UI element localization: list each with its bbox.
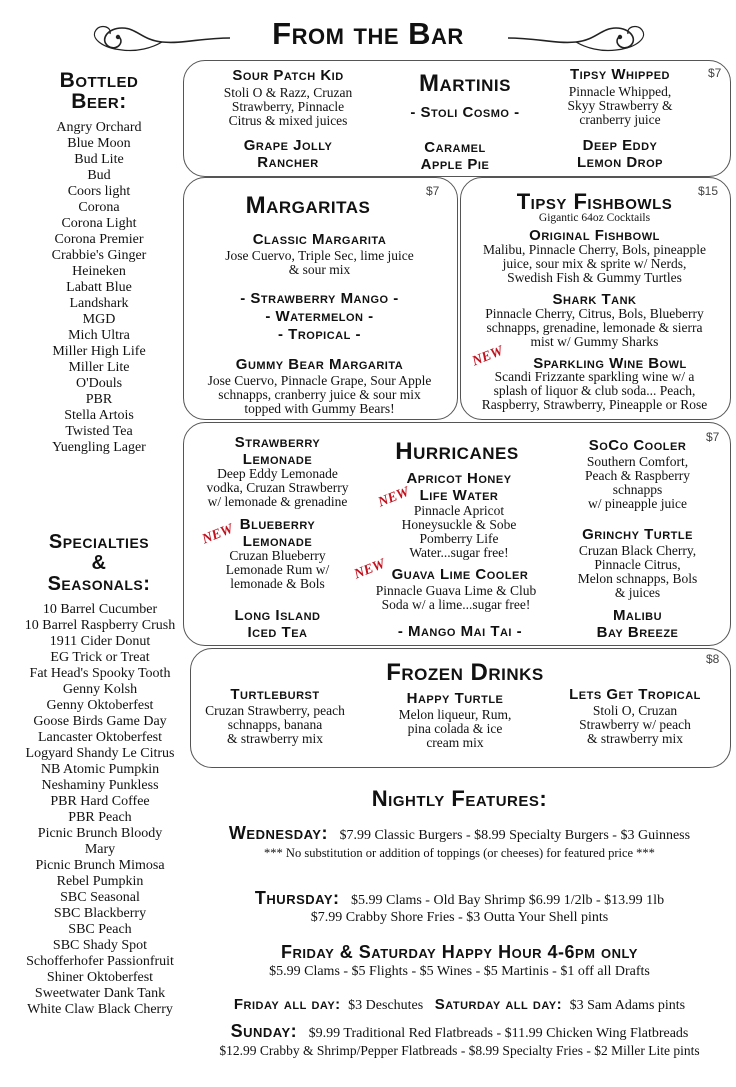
apricot-honey-name: [370, 470, 548, 504]
specialty-item: PBR Hard Coffee: [50, 794, 150, 809]
grinchy-turtle-name: Grinchy Turtle: [582, 526, 693, 543]
name-line: Long Island: [234, 607, 321, 624]
specialty-item: 10 Barrel Cucumber: [42, 602, 158, 617]
desc-line: & juices: [614, 585, 661, 600]
desc-line: Honeysuckle & Sobe: [401, 517, 517, 532]
name-line: Lemonade: [242, 451, 313, 468]
shark-tank-desc: [460, 307, 729, 349]
desc-line: Raspberry, Strawberry, Pineapple or Rose: [481, 397, 708, 412]
bottled-beer-heading-line2: Beer:: [71, 90, 127, 113]
margaritas-heading: Margaritas: [245, 192, 371, 219]
beer-item: MGD: [82, 312, 116, 327]
beer-item: PBR: [85, 392, 113, 407]
beer-item: Coors light: [67, 184, 131, 199]
specialty-item: Rebel Pumpkin: [56, 874, 144, 889]
guava-lime-cooler-name: Guava Lime Cooler: [391, 566, 529, 583]
beer-item: Mich Ultra: [68, 328, 130, 343]
classic-margarita-name: Classic Margarita: [252, 231, 387, 248]
stoli-cosmo: - Stoli Cosmo -: [410, 104, 520, 121]
desc-line: Water...sugar free!: [409, 545, 509, 560]
specialty-item: Schofferhofer Passionfruit: [26, 954, 174, 969]
desc-line: schnapps, banana: [227, 717, 323, 732]
name-line: Malibu: [612, 607, 663, 624]
fishbowls-subtitle: Gigantic 64oz Cocktails: [538, 212, 651, 224]
desc-line: vodka, Cruzan Strawberry: [206, 480, 349, 495]
caramel-apple-pie: [380, 139, 530, 173]
desc-line: Peach & Raspberry: [585, 468, 690, 483]
desc-line: & strawberry mix: [227, 731, 323, 746]
desc-line: topped with Gummy Bears!: [244, 401, 395, 416]
desc-line: Scandi Frizzante sparkling wine w/ a: [494, 369, 695, 384]
name-line: Caramel: [424, 139, 486, 156]
original-fishbowl-desc: [460, 243, 729, 285]
name-line: Iced Tea: [247, 624, 308, 641]
specialty-item: Logyard Shandy Le Citrus: [25, 746, 175, 761]
specialty-item: NB Atomic Pumpkin: [40, 762, 160, 777]
desc-line: Cruzan Blueberry: [229, 548, 326, 563]
specialty-item: Lancaster Oktoberfest: [38, 730, 162, 745]
desc-line: Pinnacle Apricot: [413, 503, 505, 518]
sunday-text-2: $12.99 Crabby & Shrimp/Pepper Flatbreads - $8.99 Specialty Fries - $2 Miller Lite pints: [219, 1043, 700, 1058]
soco-cooler-desc: [560, 455, 715, 511]
thursday-text-2: $7.99 Crabby Shore Fries - $3 Outta Your Shell pints: [310, 910, 609, 925]
desc-line: Pinnacle Whipped,: [568, 84, 672, 99]
friday-saturday-feature: [190, 996, 729, 1014]
specialty-item: PBR Peach: [68, 810, 132, 825]
name-line: Rancher: [257, 154, 319, 171]
thursday-text: $5.99 Clams - Old Bay Shrimp $6.99 1/2lb - $13.99 1lb: [351, 893, 665, 908]
desc-line: Pomberry Life: [419, 531, 499, 546]
beer-item: Angry Orchard: [56, 120, 142, 135]
beer-item: O'Douls: [75, 376, 123, 391]
desc-line: schnapps: [612, 482, 663, 497]
specialty-item: SBC Peach: [68, 922, 132, 937]
desc-line: w/ lemonade & grenadine: [207, 494, 348, 509]
desc-line: & strawberry mix: [587, 731, 683, 746]
soco-cooler-name: SoCo Cooler: [588, 437, 687, 454]
specialty-item: Picnic Brunch Mimosa: [35, 858, 165, 873]
happy-turtle-desc: [375, 708, 535, 750]
gummy-bear-margarita-name: Gummy Bear Margarita: [235, 356, 404, 373]
flavor-watermelon: - Watermelon -: [265, 308, 374, 325]
new-badge-apricot: NEW: [376, 484, 412, 511]
martinis-heading: Martinis: [419, 70, 511, 97]
desc-line: w/ pineapple juice: [588, 496, 687, 511]
strawberry-lemonade-name: [190, 434, 365, 468]
thursday-feature: [190, 888, 729, 909]
blueberry-lemonade-desc: [190, 549, 365, 591]
desc-line: Pinnacle Citrus,: [594, 557, 681, 572]
specialty-item: Shiner Oktoberfest: [46, 970, 154, 985]
specialty-item: Mary: [84, 842, 116, 857]
wednesday-label: Wednesday:: [228, 823, 328, 843]
name-line: Deep Eddy: [582, 137, 658, 154]
beer-item: Stella Artois: [64, 408, 134, 423]
desc-line: schnapps, grenadine, lemonade & sierra: [486, 320, 703, 335]
grape-jolly-rancher: [193, 137, 383, 171]
beer-item: Crabbie's Ginger: [51, 248, 147, 263]
gummy-bear-margarita-desc: [183, 374, 456, 416]
flavor-strawberry-mango: - Strawberry Mango -: [240, 290, 399, 307]
bottled-beer-heading-line1: Bottled: [59, 69, 139, 92]
wednesday-feature: [190, 823, 729, 844]
desc-line: Malibu, Pinnacle Cherry, Bols, pineapple: [483, 242, 706, 257]
name-line: Bay Breeze: [596, 624, 679, 641]
beer-item: Heineken: [72, 264, 126, 279]
specialty-item: SBC Shady Spot: [52, 938, 148, 953]
desc-line: pina colada & ice: [407, 721, 503, 736]
desc-line: Cruzan Black Cherry,: [578, 543, 697, 558]
classic-margarita-desc: [183, 249, 456, 277]
specialty-item: White Claw Black Cherry: [27, 1002, 173, 1017]
saturday-text: $3 Sam Adams pints: [569, 998, 686, 1013]
margarita-flavors: [183, 290, 456, 344]
tipsy-whipped-name: Tipsy Whipped: [569, 66, 670, 83]
name-line: Life Water: [419, 487, 499, 504]
friday-text: $3 Deschutes: [348, 998, 424, 1013]
beer-item: Miller High Life: [52, 344, 146, 359]
desc-line: Citrus & mixed juices: [228, 113, 348, 128]
saturday-label: Saturday all day:: [434, 996, 563, 1013]
desc-line: schnapps, cranberry juice & sour mix: [218, 387, 421, 402]
beer-item: Corona: [78, 200, 120, 215]
guava-lime-cooler-desc: [356, 584, 556, 612]
beer-item: Corona Premier: [54, 232, 144, 247]
new-badge-sparkling: NEW: [470, 343, 506, 370]
thursday-label: Thursday:: [254, 888, 340, 908]
turtleburst-name: Turtleburst: [230, 686, 320, 703]
desc-line: Jose Cuervo, Triple Sec, lime juice: [225, 248, 414, 263]
desc-line: Swedish Fish & Gummy Turtles: [507, 270, 682, 285]
desc-line: Lemonade Rum w/: [225, 562, 330, 577]
specialty-item: Fat Head's Spooky Tooth: [29, 666, 171, 681]
specialty-item: Picnic Brunch Bloody: [37, 826, 163, 841]
beer-item: Bud Lite: [74, 152, 124, 167]
frozen-price: $8: [706, 652, 720, 666]
specialty-item: Neshaminy Punkless: [41, 778, 159, 793]
sunday-text: $9.99 Traditional Red Flatbreads - $11.99 Chicken Wing Flatbreads: [308, 1026, 689, 1041]
desc-line: Strawberry, Pinnacle: [231, 99, 345, 114]
desc-line: lemonade & Bols: [230, 576, 325, 591]
sparkling-wine-bowl-desc: [460, 370, 729, 412]
desc-line: juice, sour mix & sprite w/ Nerds,: [502, 256, 687, 271]
desc-line: splash of liquor & club soda... Peach,: [493, 383, 696, 398]
desc-line: Stoli O, Cruzan: [592, 703, 678, 718]
specialty-item: 10 Barrel Raspberry Crush: [24, 618, 176, 633]
beer-item: Landshark: [69, 296, 129, 311]
desc-line: Pinnacle Guava Lime & Club: [375, 583, 537, 598]
beer-item: Yuengling Lager: [52, 440, 146, 455]
beer-item: Bud: [87, 168, 111, 183]
sunday-label: Sunday:: [230, 1021, 298, 1041]
specialty-item: SBC Seasonal: [60, 890, 140, 905]
specialty-item: EG Trick or Treat: [50, 650, 150, 665]
name-line: Strawberry: [234, 434, 321, 451]
martinis-price: $7: [708, 66, 722, 80]
fishbowls-price: $15: [698, 184, 719, 198]
desc-line: Deep Eddy Lemonade: [217, 466, 338, 481]
strawberry-lemonade-desc: [190, 467, 365, 509]
sour-patch-kid-desc: [193, 86, 383, 128]
new-badge-guava: NEW: [352, 556, 388, 583]
desc-line: cream mix: [426, 735, 484, 750]
beer-item: Labatt Blue: [66, 280, 132, 295]
flavor-tropical: - Tropical -: [278, 326, 361, 343]
happy-hour-text: $5.99 Clams - $5 Flights - $5 Wines - $5 Martinis - $1 off all Drafts: [269, 964, 650, 979]
sparkling-wine-bowl-name: Sparkling Wine Bowl: [533, 355, 687, 372]
grinchy-turtle-desc: [560, 544, 715, 600]
desc-line: Strawberry w/ peach: [579, 717, 691, 732]
hurricanes-price: $7: [706, 430, 720, 444]
desc-line: Jose Cuervo, Pinnacle Grape, Sour Apple: [207, 373, 432, 388]
name-line: Apricot Honey: [406, 470, 512, 487]
bottled-beer-heading: [20, 70, 178, 112]
name-line: Grape Jolly: [243, 137, 333, 154]
specialty-item: Genny Kolsh: [62, 682, 138, 697]
lets-get-tropical-name: Lets Get Tropical: [569, 686, 701, 703]
name-line: Lemon Drop: [577, 154, 663, 171]
specialty-item: Goose Birds Game Day: [33, 714, 167, 729]
beer-item: Miller Lite: [68, 360, 130, 375]
new-badge-blueberry: NEW: [200, 521, 236, 548]
desc-line: mist w/ Gummy Sharks: [530, 334, 659, 349]
turtleburst-desc: [190, 704, 360, 746]
original-fishbowl-name: Original Fishbowl: [529, 227, 660, 244]
specialties-list: [10, 602, 190, 1018]
deep-eddy-lemon-drop: [545, 137, 695, 171]
specialties-heading: [14, 532, 184, 595]
desc-line: Soda w/ a lime...sugar free!: [381, 597, 531, 612]
apricot-honey-desc: [370, 504, 548, 560]
specialty-item: SBC Blackberry: [53, 906, 147, 921]
desc-line: & sour mix: [288, 262, 351, 277]
happy-hour-heading: Friday & Saturday Happy Hour 4-6pm only: [281, 942, 638, 962]
shark-tank-name: Shark Tank: [552, 291, 637, 308]
name-line: Apple Pie: [420, 156, 490, 173]
specialties-heading-line1: Specialties: [48, 531, 150, 553]
friday-label: Friday all day:: [233, 996, 341, 1013]
sour-patch-kid-name: Sour Patch Kid: [232, 67, 344, 84]
frozen-drinks-heading: Frozen Drinks: [386, 659, 544, 686]
desc-line: Cruzan Strawberry, peach: [205, 703, 345, 718]
margaritas-price: $7: [426, 184, 440, 198]
beer-item: Twisted Tea: [65, 424, 133, 439]
specialty-item: Sweetwater Dank Tank: [34, 986, 166, 1001]
bottled-beer-list: [20, 120, 178, 456]
hurricanes-heading: Hurricanes: [395, 438, 519, 465]
lets-get-tropical-desc: [545, 704, 725, 746]
desc-line: cranberry juice: [579, 112, 661, 127]
beer-item: Corona Light: [61, 216, 137, 231]
malibu-bay-breeze: [560, 607, 715, 641]
tipsy-whipped-desc: [545, 85, 695, 127]
desc-line: Melon schnapps, Bols: [577, 571, 698, 586]
specialty-item: 1911 Cider Donut: [49, 634, 151, 649]
happy-turtle-name: Happy Turtle: [406, 690, 504, 707]
long-island-iced-tea: [190, 607, 365, 641]
beer-item: Blue Moon: [67, 136, 131, 151]
name-line: Lemonade: [242, 533, 313, 550]
specialty-item: Genny Oktoberfest: [46, 698, 154, 713]
nightly-features-heading: Nightly Features:: [371, 786, 548, 811]
desc-line: Southern Comfort,: [586, 454, 689, 469]
desc-line: Melon liqueur, Rum,: [398, 707, 512, 722]
desc-line: Pinnacle Cherry, Citrus, Bols, Blueberry: [485, 306, 704, 321]
desc-line: Skyy Strawberry &: [567, 98, 673, 113]
mango-mai-tai: - Mango Mai Tai -: [397, 623, 523, 640]
specialties-heading-line2: &: [91, 552, 107, 574]
sunday-feature: [190, 1021, 729, 1042]
specialties-heading-line3: Seasonals:: [47, 573, 151, 595]
name-line: Blueberry: [239, 516, 316, 533]
desc-line: Stoli O & Razz, Cruzan: [223, 85, 353, 100]
wednesday-text: $7.99 Classic Burgers - $8.99 Specialty Burgers - $3 Guinness: [339, 828, 691, 843]
fishbowls-heading: Tipsy Fishbowls: [516, 189, 673, 214]
wednesday-note: *** No substitution or addition of toppings (or cheeses) for featured price ***: [264, 846, 655, 860]
blueberry-lemonade-name: [190, 516, 365, 550]
page-title: From the Bar: [272, 16, 464, 51]
